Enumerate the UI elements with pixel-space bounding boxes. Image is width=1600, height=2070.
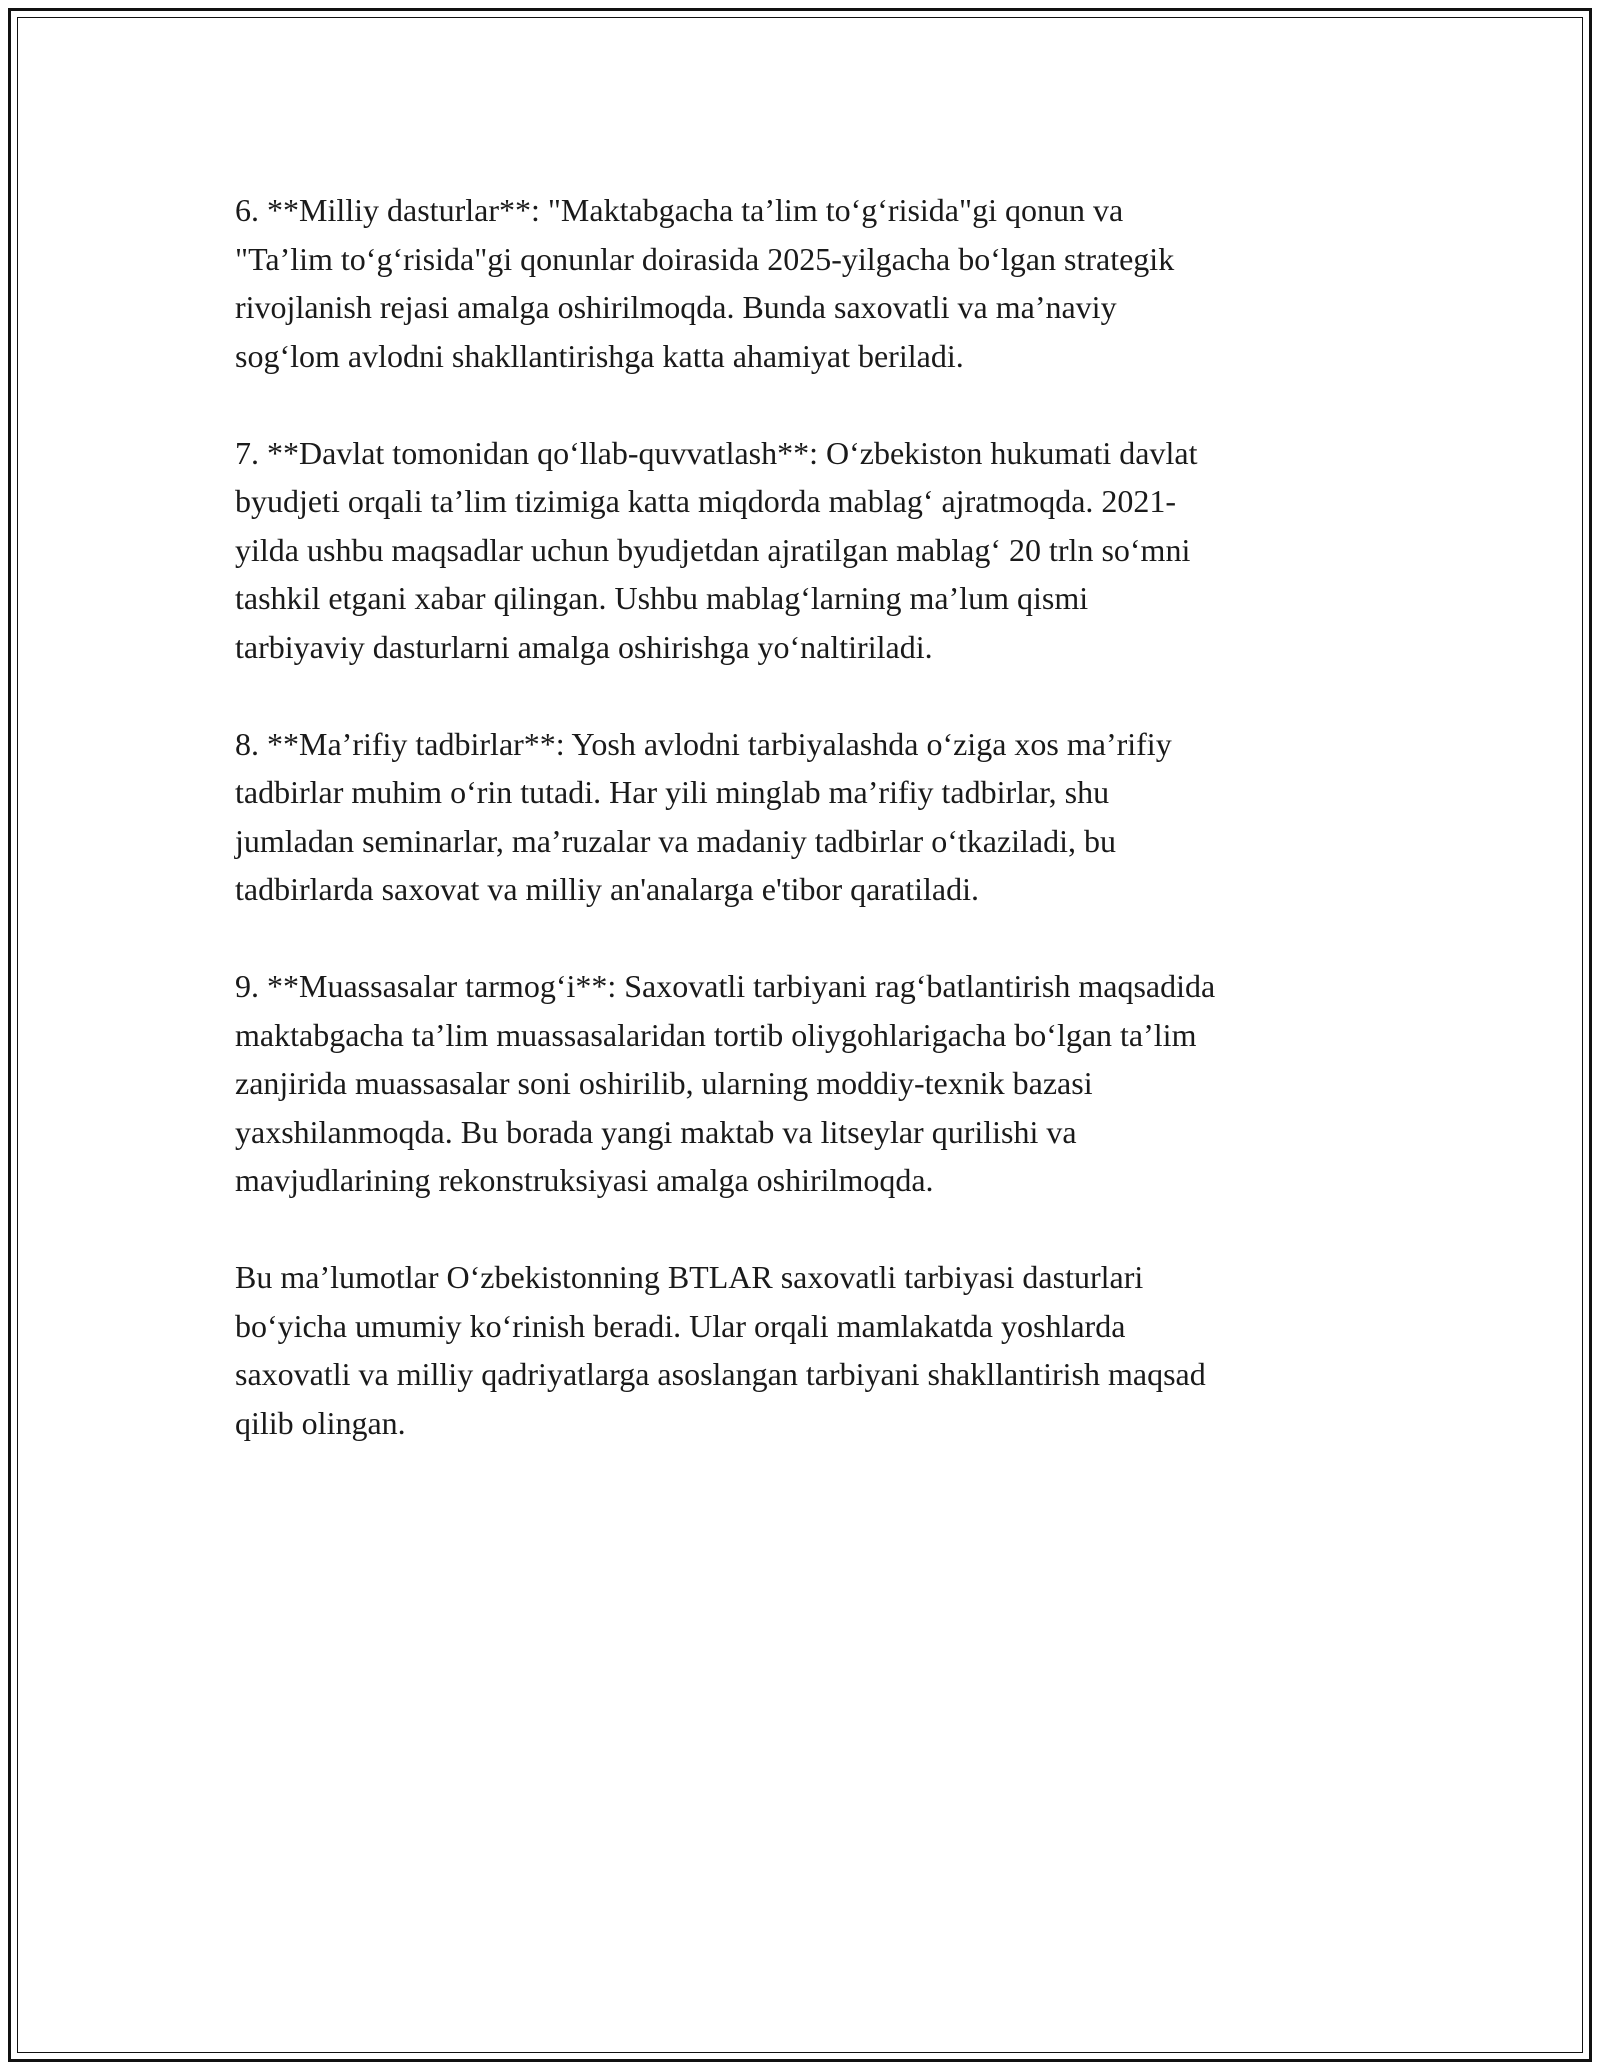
text-line: 8. **Ma’rifiy tadbirlar**: Yosh avlodni tarbiyalashda o‘ziga xos ma’rifiy [235,725,1172,762]
text-line: tadbirlar muhim o‘rin tutadi. Har yili minglab ma’rifiy tadbirlar, shu [235,774,1110,810]
text-line: mavjudlarining rekonstruksiyasi amalga oshirilmoqda. [235,1162,934,1198]
text-line: yilda ushbu maqsadlar uchun byudjetdan ajratilgan mablag‘ 20 trln so‘mni [235,531,1191,568]
text-line: tadbirlarda saxovat va milliy an'analarga e'tibor qaratiladi. [235,871,979,907]
text-line: rivojlanish rejasi amalga oshirilmoqda. Bunda saxovatli va ma’naviy [235,289,1117,325]
text-line: 6. **Milliy dasturlar**: "Maktabgacha ta’lim to‘g‘risida"gi qonun va [235,192,1124,228]
text-line: qilib olingan. [235,1404,406,1441]
text-line: byudjeti orqali ta’lim tizimiga katta miqdorda mablag‘ ajratmoqda. 2021- [235,483,1177,519]
paragraph-item-6 [235,186,1360,380]
text-line: zanjirida muassasalar soni oshirilib, ularning moddiy-texnik bazasi [235,1065,1093,1101]
paragraph-conclusion [235,1253,1360,1447]
paragraph-item-8 [235,720,1360,914]
paragraph-item-9 [235,962,1360,1205]
paragraph-item-7 [235,429,1360,672]
text-line: "Ta’lim to‘g‘risida"gi qonunlar doirasida 2025-yilgacha bo‘lgan strategik [235,240,1175,277]
text-line: tarbiyaviy dasturlarni amalga oshirishga yo‘naltiriladi. [235,628,933,665]
text-line: 9. **Muassasalar tarmog‘i**: Saxovatli tarbiyani rag‘batlantirish maqsadida [235,968,1216,1004]
text-line: Bu ma’lumotlar O‘zbekistonning BTLAR saxovatli tarbiyasi dasturlari [235,1259,1144,1295]
text-line: maktabgacha ta’lim muassasalaridan tortib oliygohlarigacha bo‘lgan ta’lim [235,1016,1197,1053]
text-line: yaxshilanmoqda. Bu borada yangi maktab va litseylar qurilishi va [235,1113,1077,1150]
text-line: tashkil etgani xabar qilingan. Ushbu mablag‘larning ma’lum qismi [235,580,1089,616]
text-line: bo‘yicha umumiy ko‘rinish beradi. Ular orqali mamlakatda yoshlarda [235,1307,1126,1344]
text-line: saxovatli va milliy qadriyatlarga asoslangan tarbiyani shakllantirish maqsad [235,1356,1206,1392]
text-line: sog‘lom avlodni shakllantirishga katta ahamiyat beriladi. [235,337,964,374]
document-body [235,186,1360,1496]
text-line: 7. **Davlat tomonidan qo‘llab-quvvatlash**: O‘zbekiston hukumati davlat [235,434,1198,471]
text-line: jumladan seminarlar, ma’ruzalar va madaniy tadbirlar o‘tkaziladi, bu [235,822,1117,859]
